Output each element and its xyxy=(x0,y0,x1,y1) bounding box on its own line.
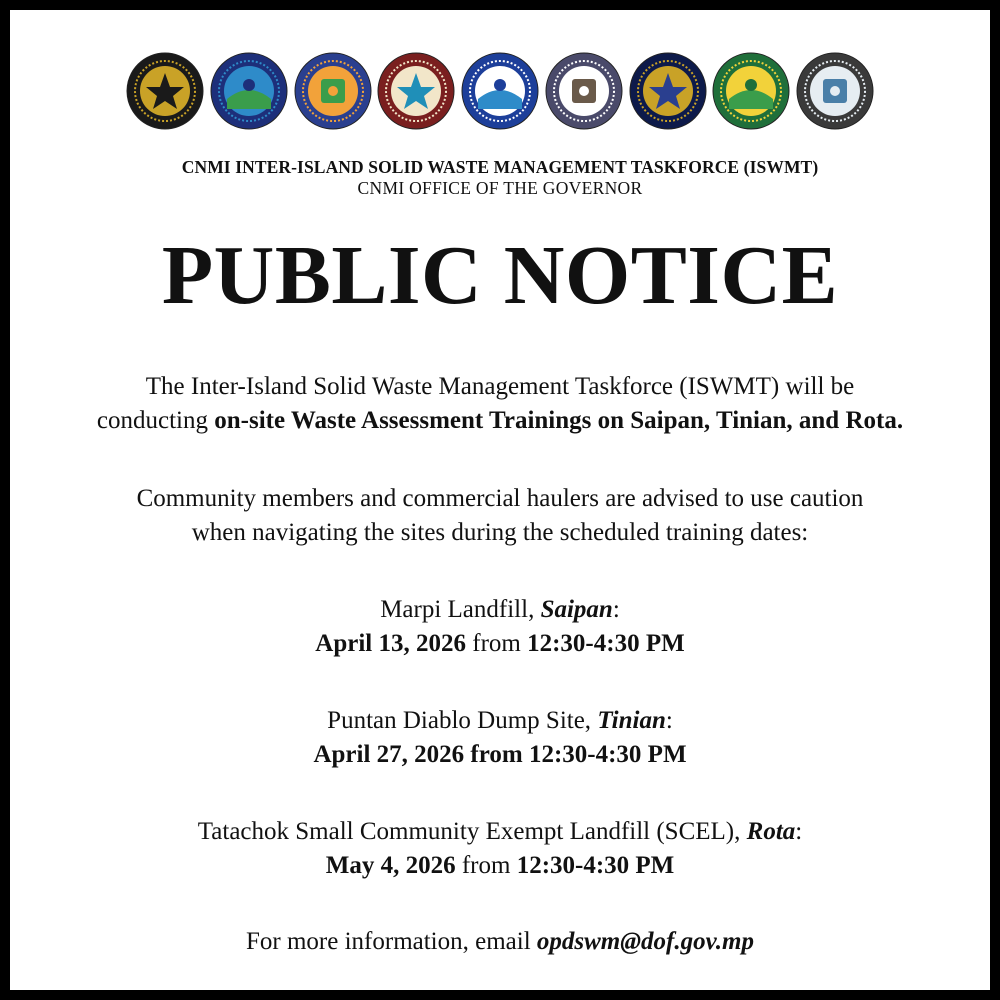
schedule-time: 12:30-4:30 PM xyxy=(516,852,675,879)
schedule-from: from xyxy=(464,741,529,768)
schedule-date-line xyxy=(30,849,970,883)
schedule-time: 12:30-4:30 PM xyxy=(528,741,687,768)
schedule-island: Tinian xyxy=(597,707,666,734)
schedule-date-line xyxy=(30,627,970,661)
advisory-line-1: Community members and commercial haulers are advised to use caution xyxy=(136,485,864,512)
commonwealth-seal-icon xyxy=(628,51,708,131)
schedule-island: Rota xyxy=(746,818,796,845)
schedule-date-line xyxy=(30,738,970,772)
schedule-from: from xyxy=(466,630,528,657)
schedule-site-line xyxy=(30,815,970,849)
dlnr-seal-icon xyxy=(376,51,456,131)
schedule-item-saipan xyxy=(30,593,970,661)
oppd-seal-icon xyxy=(460,51,540,131)
advisory-line-2: when navigating the sites during the scheduled training dates: xyxy=(191,519,809,546)
schedule-item-tinian xyxy=(30,704,970,772)
intro-line-2-prefix: conducting xyxy=(96,407,215,434)
intro-line-2-bold: on-site Waste Assessment Trainings on Saipan, Tinian, and Rota. xyxy=(214,407,904,434)
contact-prefix: For more information, email xyxy=(246,928,537,955)
schedule-island: Saipan xyxy=(540,596,613,623)
intro-paragraph xyxy=(30,370,970,438)
becq-seal-icon xyxy=(209,51,289,131)
intro-line-1: The Inter-Island Solid Waste Management Taskforce (ISWMT) will be xyxy=(145,373,855,400)
schedule-time: 12:30-4:30 PM xyxy=(527,630,685,657)
page-title: PUBLIC NOTICE xyxy=(161,229,839,322)
schedule-date: April 13, 2026 xyxy=(315,630,466,657)
schedule-site-line xyxy=(30,593,970,627)
schedule-site: Marpi Landfill, xyxy=(380,596,541,623)
schedule-date: April 27, 2026 xyxy=(313,741,465,768)
schedule-item-rota xyxy=(30,815,970,883)
schedule-date: May 4, 2026 xyxy=(325,852,456,879)
schedule-site: Tatachok Small Community Exempt Landfill (SCEL), xyxy=(197,818,747,845)
dof-seal-icon xyxy=(544,51,624,131)
tinian-seal-icon xyxy=(795,51,875,131)
dpw-seal-icon xyxy=(293,51,373,131)
schedule-colon: : xyxy=(665,707,673,734)
cnmi-seal-icon xyxy=(125,51,205,131)
intro-line-2 xyxy=(30,404,970,438)
rota-seal-icon xyxy=(711,51,791,131)
schedule-site: Puntan Diablo Dump Site, xyxy=(327,707,598,734)
schedule-site-line xyxy=(30,704,970,738)
contact-line xyxy=(30,925,970,959)
schedule-from: from xyxy=(455,852,517,879)
agency-seals-row xyxy=(125,46,875,136)
office-header: CNMI OFFICE OF THE GOVERNOR xyxy=(357,178,643,198)
schedule-colon: : xyxy=(612,596,620,623)
schedule-colon: : xyxy=(795,818,803,845)
taskforce-header: CNMI INTER-ISLAND SOLID WASTE MANAGEMENT TASKFORCE (ISWMT) xyxy=(181,157,819,177)
advisory-paragraph xyxy=(30,482,970,550)
contact-email-link[interactable]: opdswm@dof.gov.mp xyxy=(536,928,754,955)
